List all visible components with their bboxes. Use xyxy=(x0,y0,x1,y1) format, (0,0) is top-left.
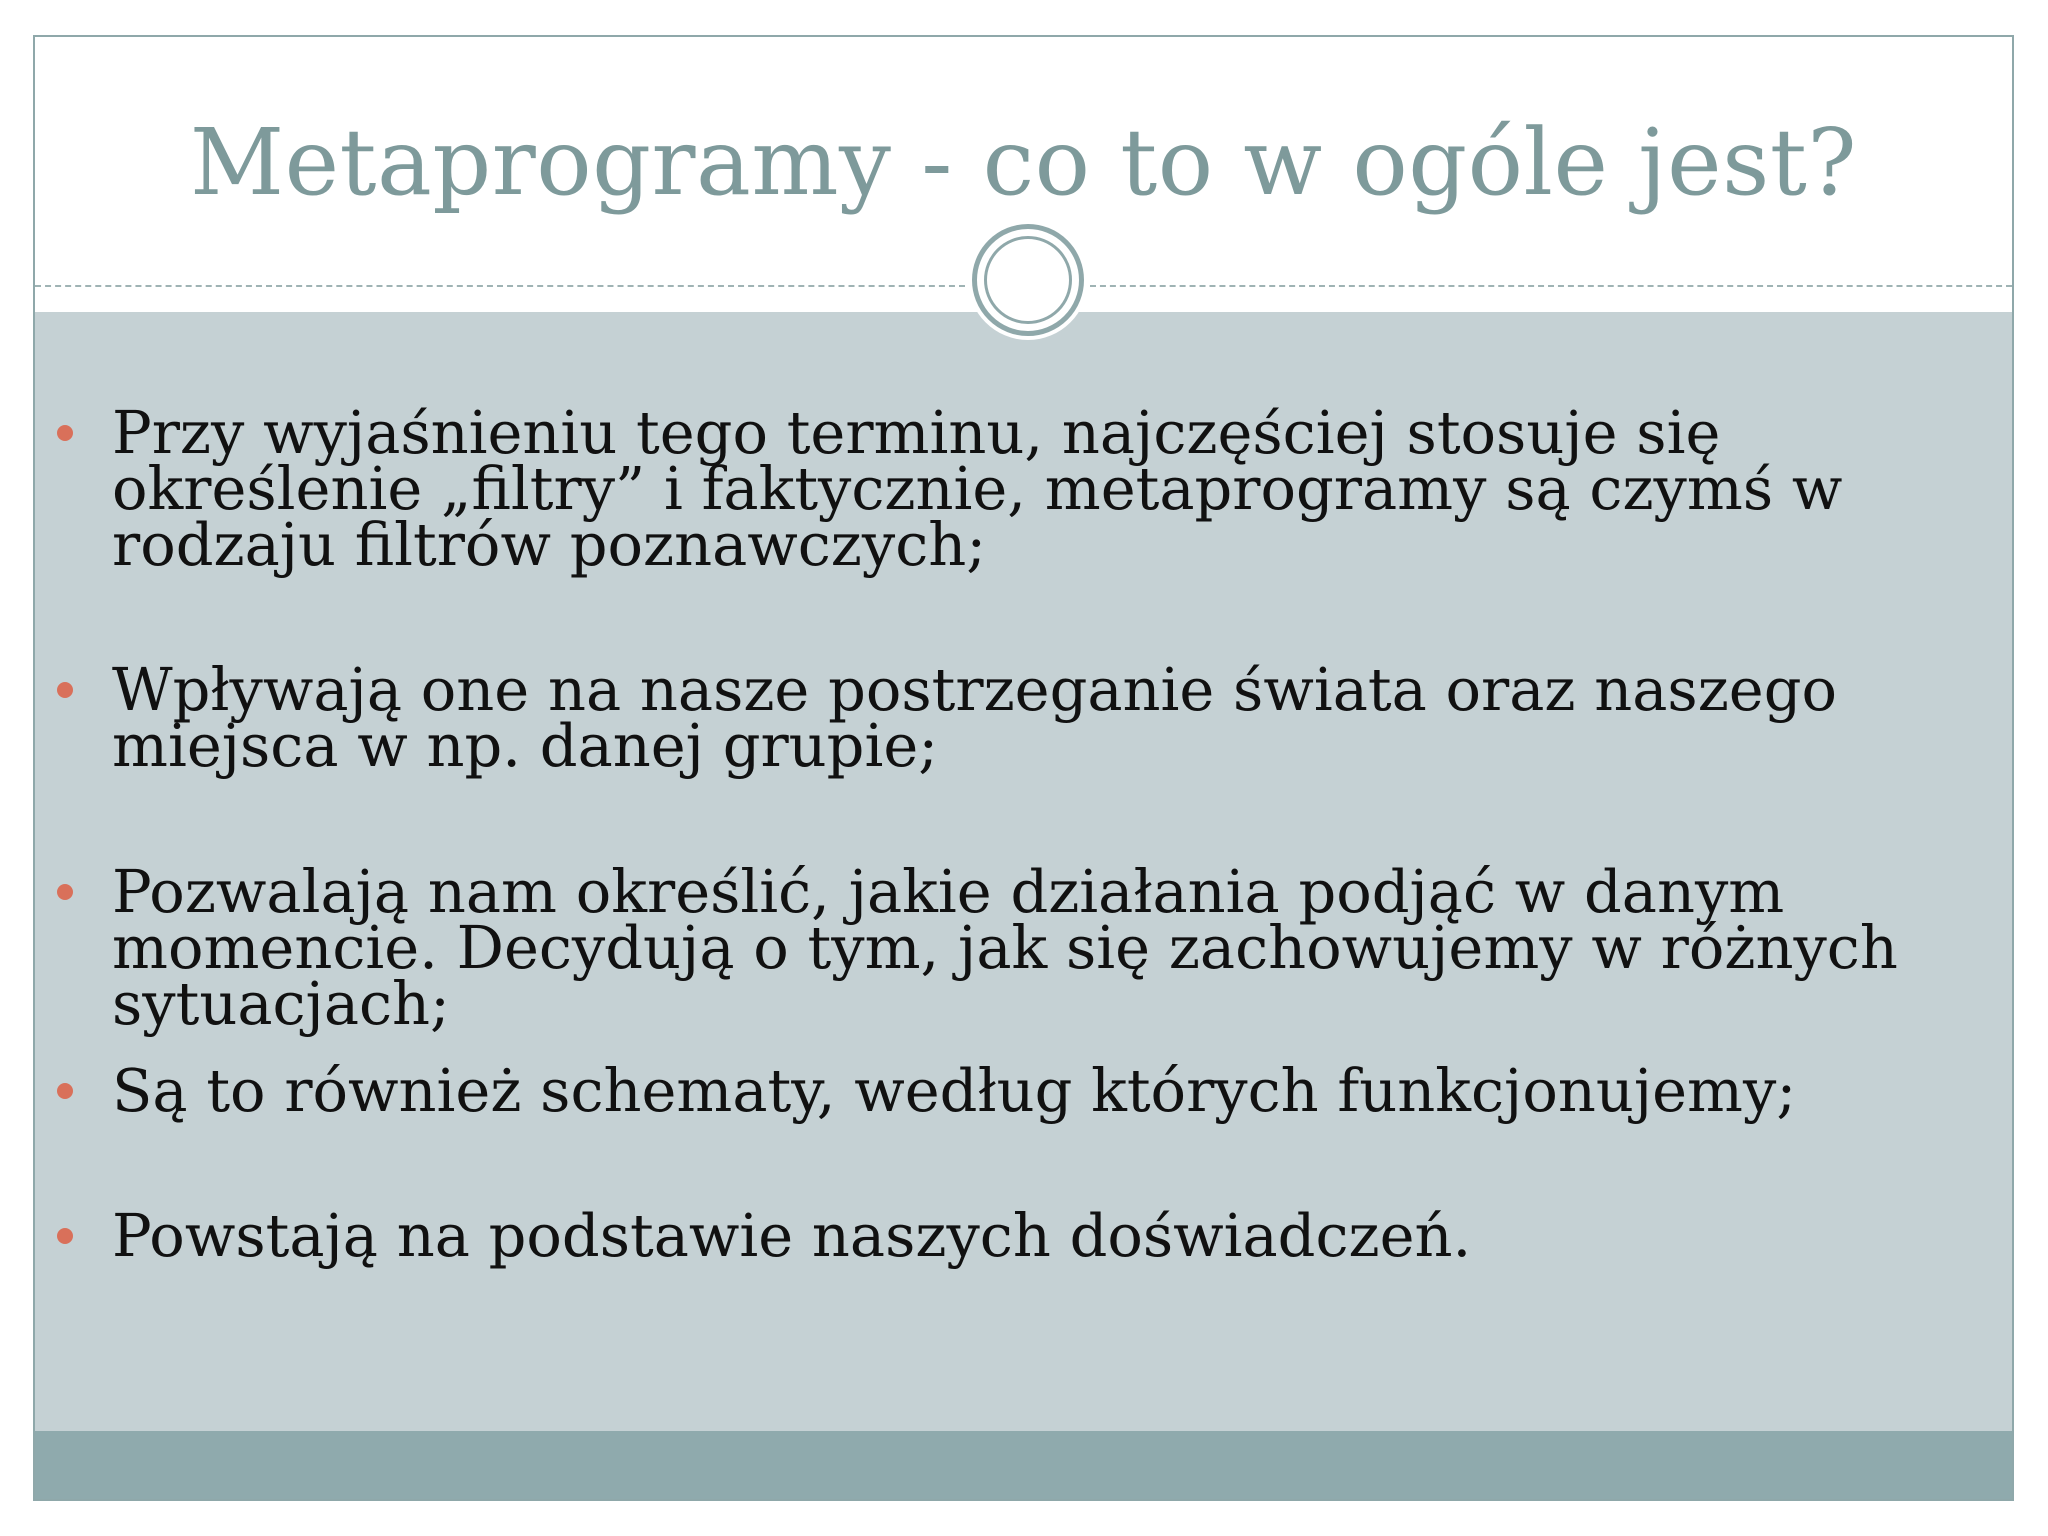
bullet-item xyxy=(112,1201,1942,1270)
bullet-dot-icon xyxy=(57,1228,73,1244)
bullet-item xyxy=(112,398,1942,579)
bullet-text: Są to również schematy, według których funkcjonujemy; xyxy=(112,1056,1797,1125)
divider-right xyxy=(1090,285,2012,287)
bullet-item xyxy=(112,1056,1942,1125)
bullet-dot-icon xyxy=(57,884,73,900)
circle-ornament-inner xyxy=(984,236,1072,324)
bullet-item xyxy=(112,655,1942,780)
bullet-text: Pozwalają nam określić, jakie działania podjąć w danym momencie. Decydują o tym, jak się zachowujemy w różnych sytuacjach; xyxy=(112,857,1898,1038)
bullet-text: Wpływają one na nasze postrzeganie świata oraz naszego miejsca w np. danej grupie; xyxy=(112,655,1838,780)
divider-left xyxy=(35,285,965,287)
bullet-text: Powstają na podstawie naszych doświadczeń. xyxy=(112,1201,1472,1270)
bullet-dot-icon xyxy=(57,425,73,441)
footer-band xyxy=(35,1431,2012,1499)
bullet-dot-icon xyxy=(57,1083,73,1099)
bullet-dot-icon xyxy=(57,682,73,698)
bullet-item xyxy=(112,857,1942,1038)
bullet-text: Przy wyjaśnieniu tego terminu, najczęściej stosuje się określenie „filtry” i faktycznie, metaprogramy są czymś w rodzaju filtrów poznawczych; xyxy=(112,398,1843,579)
slide-title: Metaprogramy - co to w ogóle jest? xyxy=(189,109,1858,216)
